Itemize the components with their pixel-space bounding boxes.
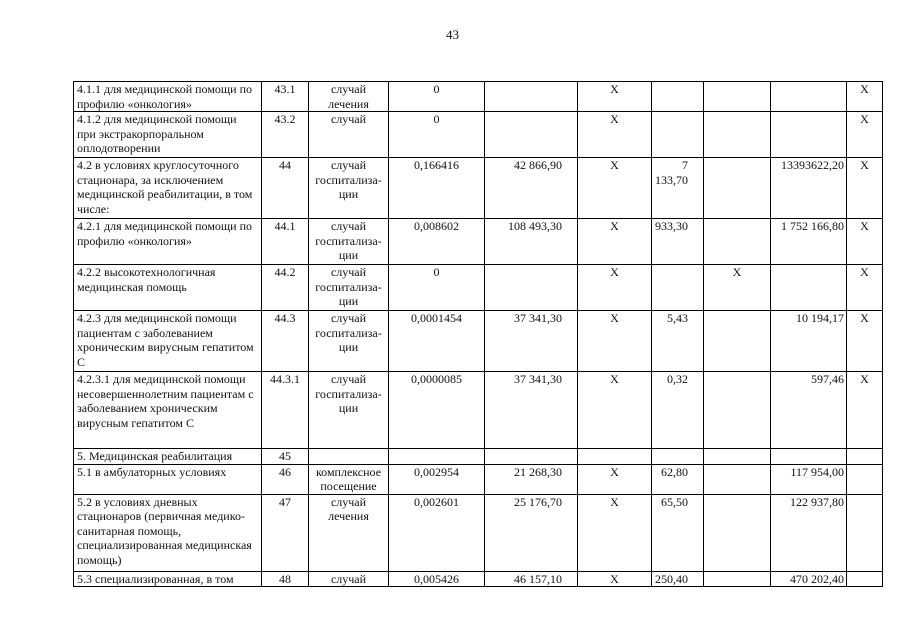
table-cell [771, 112, 847, 158]
table-cell: Х [578, 372, 652, 449]
table-cell: 42 866,90 [485, 158, 578, 219]
table-row [74, 494, 883, 571]
table-cell: 10 194,17 [771, 311, 847, 372]
table-cell [578, 449, 652, 465]
table-cell: 43.2 [262, 112, 309, 158]
table-row [74, 265, 883, 311]
table-cell [847, 494, 883, 571]
table-cell: 4.2.3 для медицинской помощи пациентам с заболеванием хроническим вирусным гепатитом С [74, 311, 262, 372]
table-cell: 62,80 [652, 464, 704, 494]
table-cell: 1 752 166,80 [771, 219, 847, 265]
table-cell [485, 449, 578, 465]
table-cell: 4.2.2 высокотехнологичная медицинская помощь [74, 265, 262, 311]
table-cell: Х [847, 112, 883, 158]
table-cell: Х [847, 372, 883, 449]
table-cell [704, 449, 771, 465]
table-cell: 65,50 [652, 494, 704, 571]
table-cell: случай госпитализа-ции [309, 265, 389, 311]
table-cell: 0,166416 [389, 158, 485, 219]
table-cell: Х [578, 311, 652, 372]
table-cell: 122 937,80 [771, 494, 847, 571]
table-cell: случай [309, 571, 389, 587]
table-cell: Х [578, 265, 652, 311]
table-cell: 0,002954 [389, 464, 485, 494]
table-cell: Х [578, 571, 652, 587]
table-cell [847, 464, 883, 494]
table-cell: 0 [389, 112, 485, 158]
table-cell: 0,0001454 [389, 311, 485, 372]
table-cell: 25 176,70 [485, 494, 578, 571]
table-cell: 44 [262, 158, 309, 219]
table-cell [771, 265, 847, 311]
table-cell: 4.1.2 для медицинской помощи при экстракорпоральном оплодотворении [74, 112, 262, 158]
table-row [74, 112, 883, 158]
table-cell: 117 954,00 [771, 464, 847, 494]
table-cell: Х [847, 158, 883, 219]
table-cell [704, 494, 771, 571]
table-row [74, 82, 883, 112]
table-cell: 4.2 в условиях круглосуточного стационара, за исключением медицинской реабилитации, в том числе: [74, 158, 262, 219]
table-cell: Х [847, 311, 883, 372]
table-cell: 4.1.1 для медицинской помощи по профилю «онкология» [74, 82, 262, 112]
table-cell [704, 311, 771, 372]
data-table [73, 81, 883, 587]
table-cell [704, 112, 771, 158]
table-cell: 597,46 [771, 372, 847, 449]
table-cell [652, 112, 704, 158]
table-cell: случай [309, 112, 389, 158]
table-cell: 5.3 специализированная, в том [74, 571, 262, 587]
table-cell [389, 449, 485, 465]
table-cell: Х [578, 464, 652, 494]
table-cell: 44.2 [262, 265, 309, 311]
table-cell: 0 [389, 82, 485, 112]
table-row [74, 158, 883, 219]
table-row [74, 219, 883, 265]
table-cell: 37 341,30 [485, 311, 578, 372]
table-cell: 250,40 [652, 571, 704, 587]
table-cell: 0,0000085 [389, 372, 485, 449]
table-cell: Х [847, 82, 883, 112]
table-cell: 44.3.1 [262, 372, 309, 449]
table-cell: Х [578, 219, 652, 265]
table-row [74, 311, 883, 372]
table-cell: 470 202,40 [771, 571, 847, 587]
table-cell [704, 158, 771, 219]
table-cell: 46 [262, 464, 309, 494]
table-cell [704, 82, 771, 112]
table-cell [704, 464, 771, 494]
table-cell: 108 493,30 [485, 219, 578, 265]
table-cell [704, 571, 771, 587]
table-cell: 13393622,20 [771, 158, 847, 219]
table-cell: 46 157,10 [485, 571, 578, 587]
page-number: 43 [446, 27, 459, 42]
table-cell: случай госпитализа-ции [309, 311, 389, 372]
table-cell [847, 449, 883, 465]
table-row [74, 464, 883, 494]
table-cell: 0,008602 [389, 219, 485, 265]
table-row [74, 372, 883, 449]
table-cell: 5.1 в амбулаторных условиях [74, 464, 262, 494]
table-cell: 5. Медицинская реабилитация [74, 449, 262, 465]
table-cell [704, 372, 771, 449]
table-cell [485, 112, 578, 158]
table-cell: случай госпитализа-ции [309, 158, 389, 219]
table-cell: Х [847, 219, 883, 265]
table-cell: 48 [262, 571, 309, 587]
table-cell: Х [578, 158, 652, 219]
table-cell: 0,005426 [389, 571, 485, 587]
table-cell: 5,43 [652, 311, 704, 372]
table-cell [652, 82, 704, 112]
table-cell: 0 [389, 265, 485, 311]
table-cell: 45 [262, 449, 309, 465]
table-cell: случай лечения [309, 82, 389, 112]
table-cell: случай госпитализа-ции [309, 219, 389, 265]
table-cell: случай госпитализа-ции [309, 372, 389, 449]
table-cell: 933,30 [652, 219, 704, 265]
table-cell: 7 133,70 [652, 158, 704, 219]
table-cell [652, 449, 704, 465]
table-cell: 37 341,30 [485, 372, 578, 449]
table-cell: 43.1 [262, 82, 309, 112]
table-cell: 4.2.3.1 для медицинской помощи несовершеннолетним пациентам с заболеванием хроническим вирусным гепатитом С [74, 372, 262, 449]
table-cell: комплексное посещение [309, 464, 389, 494]
table-cell: Х [578, 494, 652, 571]
table-cell: 44.1 [262, 219, 309, 265]
table-row [74, 449, 883, 465]
table-cell [652, 265, 704, 311]
table-cell: 0,32 [652, 372, 704, 449]
table-cell: 0,002601 [389, 494, 485, 571]
table-cell: 4.2.1 для медицинской помощи по профилю «онкология» [74, 219, 262, 265]
table-body [74, 82, 883, 587]
table-cell: Х [704, 265, 771, 311]
table-cell: Х [578, 112, 652, 158]
table-cell [485, 265, 578, 311]
table-cell [771, 449, 847, 465]
table-cell [847, 571, 883, 587]
table-cell [485, 82, 578, 112]
table-row [74, 571, 883, 587]
table-cell: 5.2 в условиях дневных стационаров (первичная медико-санитарная помощь, специализированная медицинская помощь) [74, 494, 262, 571]
table-cell [704, 219, 771, 265]
table-cell: 21 268,30 [485, 464, 578, 494]
table-cell [309, 449, 389, 465]
table-cell: случай лечения [309, 494, 389, 571]
table-cell: 47 [262, 494, 309, 571]
table-cell: 44.3 [262, 311, 309, 372]
table-cell: Х [847, 265, 883, 311]
table-cell [771, 82, 847, 112]
table-cell: Х [578, 82, 652, 112]
